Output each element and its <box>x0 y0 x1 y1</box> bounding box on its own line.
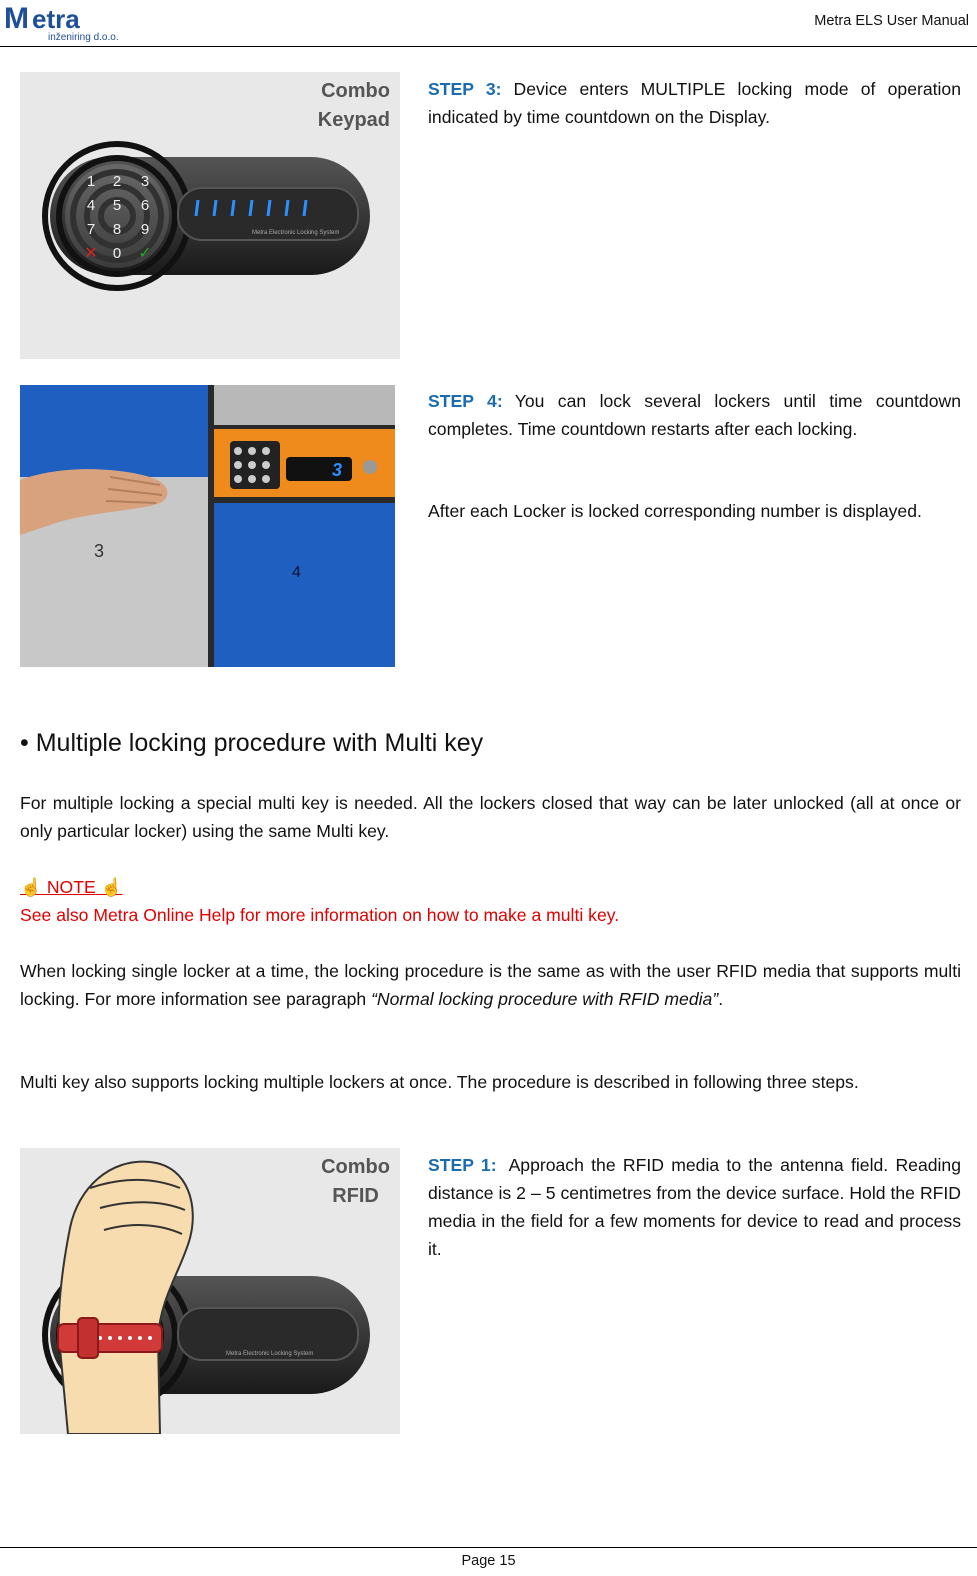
svg-text:0: 0 <box>112 245 122 262</box>
svg-text:3: 3 <box>94 541 105 561</box>
step4-text: You can lock several lockers until time countdown completes. Time countdown restarts after each locking. <box>428 391 961 439</box>
metra-logo <box>2 2 132 42</box>
svg-text:✕: ✕ <box>84 245 98 262</box>
note-icon: ☝ <box>100 877 123 897</box>
svg-text:Metra Electronic Locking Syste: Metra Electronic Locking System <box>252 230 340 236</box>
svg-text:5: 5 <box>112 197 122 214</box>
manual-title: Metra ELS User Manual <box>814 13 969 29</box>
step1-label: STEP 1: <box>428 1155 497 1175</box>
svg-text:1: 1 <box>86 173 96 190</box>
page-number: Page 15 <box>461 1553 516 1569</box>
svg-text:3: 3 <box>140 173 150 190</box>
svg-text:etra: etra <box>32 4 80 34</box>
step4-label: STEP 4: <box>428 391 503 411</box>
intro-paragraph: For multiple locking a special multi key is needed. All the lockers closed that way can be later unlocked (all at once or only particular locker) using the same Multi key. <box>20 793 961 841</box>
combo-rfid-label: Combo RFID <box>321 1156 390 1207</box>
svg-text:3: 3 <box>332 460 343 480</box>
step3-label: STEP 3: <box>428 79 502 99</box>
locker-photo <box>20 385 395 667</box>
svg-text:9: 9 <box>140 221 150 238</box>
step1-paragraph <box>428 1151 961 1263</box>
svg-text:6: 6 <box>140 197 150 214</box>
step4-paragraph <box>428 387 961 443</box>
note-heading: ☝ NOTE ☝ <box>20 877 123 897</box>
single-lock-paragraph: When locking single locker at a time, the locking procedure is the same as with the user RFID media that supports multi locking. For more information see paragraph “Normal locking procedure with RFID media”. <box>20 961 961 1009</box>
svg-text:inženiring d.o.o.: inženiring d.o.o. <box>48 32 119 42</box>
multi-lock-paragraph: Multi key also supports locking multiple lockers at once. The procedure is described in following three steps. <box>20 1072 859 1092</box>
paragraph-reference: “Normal locking procedure with RFID media” <box>371 989 719 1009</box>
svg-text:4: 4 <box>86 197 96 214</box>
svg-text:Metra Electronic Locking Syste: Metra Electronic Locking System <box>226 1351 314 1357</box>
combo-keypad-image <box>20 72 400 359</box>
step4-paragraph-2: After each Locker is locked corresponding number is displayed. <box>428 501 922 521</box>
combo-keypad-label: Combo Keypad <box>317 80 390 131</box>
footer-divider <box>0 1547 977 1548</box>
step1-text: Approach the RFID media to the antenna field. Reading distance is 2 – 5 centimetres from the device surface. Hold the RFID media in the field for a few moments for device to read and process it. <box>428 1155 961 1259</box>
svg-text:M: M <box>4 2 29 35</box>
section-heading: • Multiple locking procedure with Multi key <box>20 729 484 757</box>
svg-text:4: 4 <box>292 564 301 581</box>
step3-text: Device enters MULTIPLE locking mode of operation indicated by time countdown on the Display. <box>428 79 961 127</box>
svg-text:✓: ✓ <box>138 243 152 262</box>
header-divider <box>0 46 977 47</box>
step3-paragraph <box>428 75 961 131</box>
combo-rfid-image <box>20 1148 400 1434</box>
note-text: See also Metra Online Help for more information on how to make a multi key. <box>20 905 620 925</box>
svg-text:7: 7 <box>86 221 96 238</box>
note-icon: ☝ <box>20 877 42 897</box>
svg-text:8: 8 <box>112 221 122 238</box>
svg-text:2: 2 <box>112 173 122 190</box>
